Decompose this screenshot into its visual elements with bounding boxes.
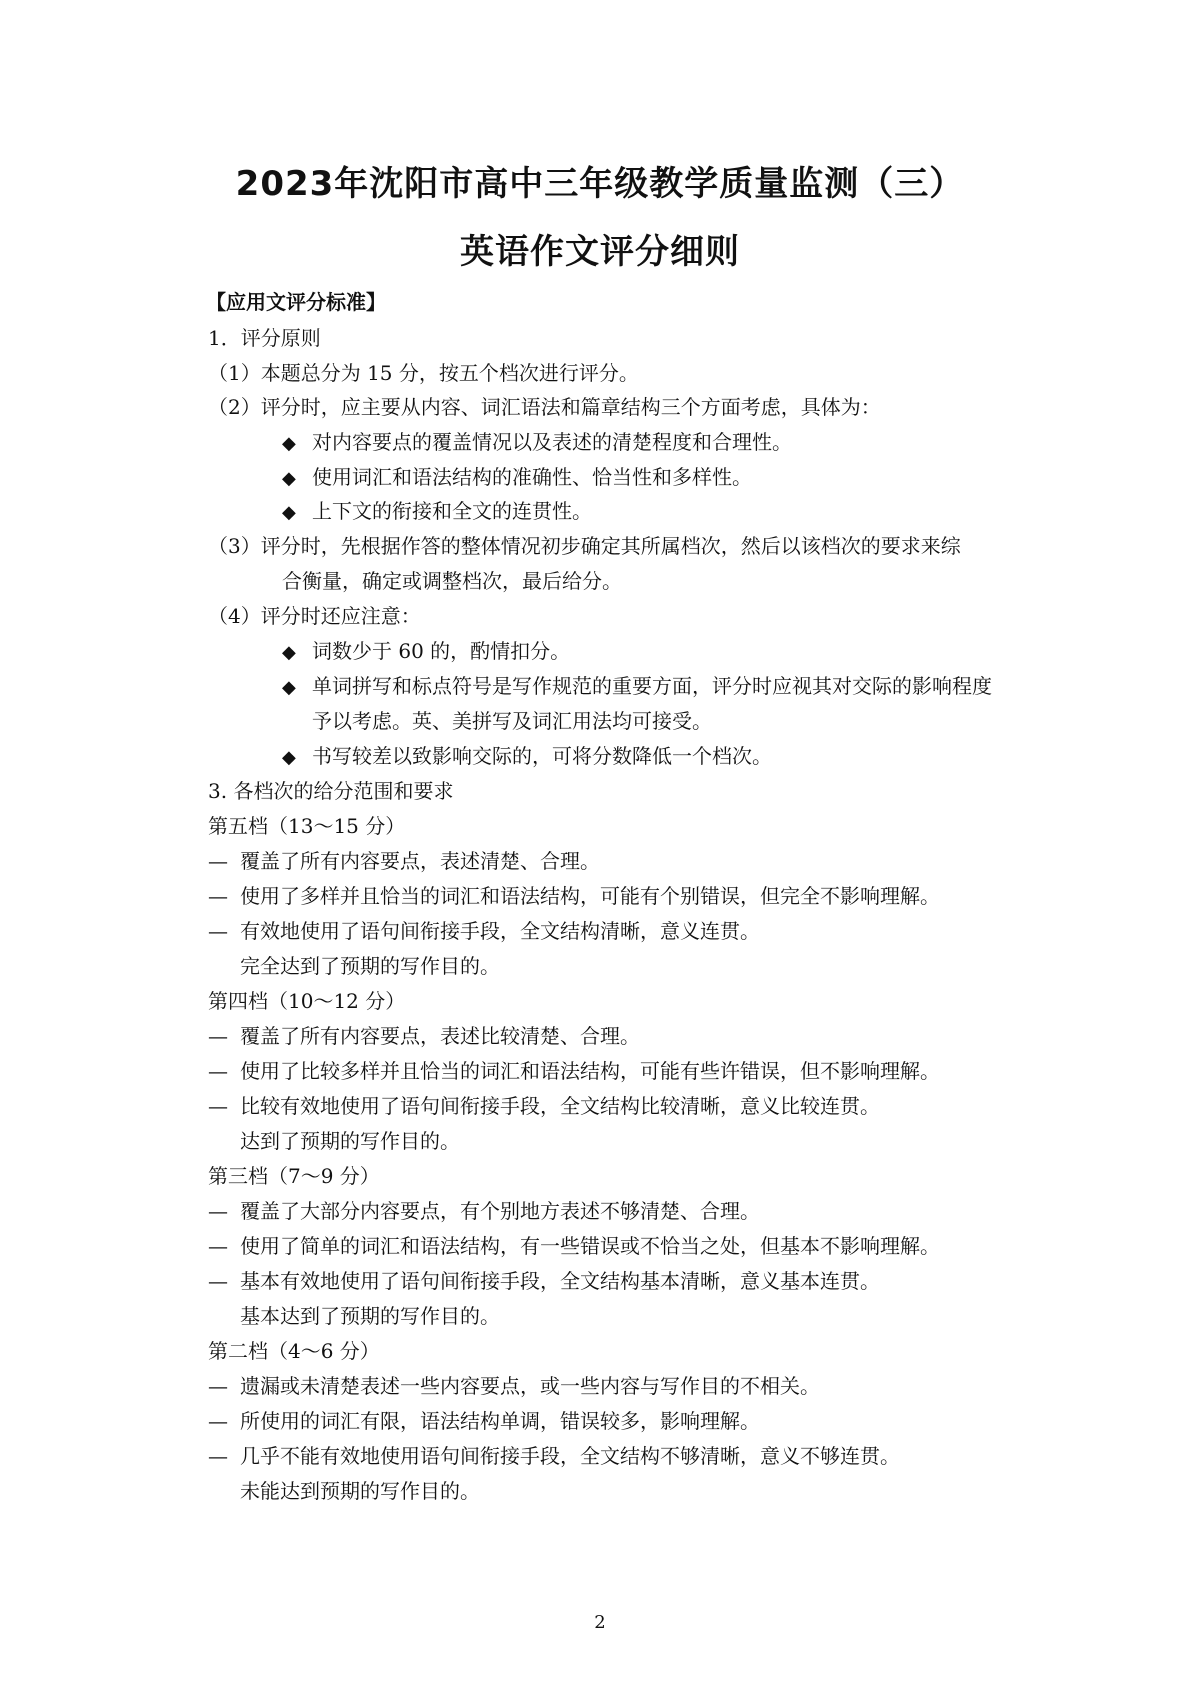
dash-icon: — [208, 1024, 228, 1048]
dash-icon: — [208, 1374, 228, 1398]
bullet-item [282, 465, 752, 491]
dash-icon: — [208, 1444, 228, 1468]
diamond-bullet-icon: ◆ [282, 677, 296, 698]
document-title: 2023年沈阳市高中三年级教学质量监测（三） [235, 164, 965, 204]
dash-icon: — [208, 1199, 228, 1223]
level-summary: 完全达到了预期的写作目的。 [240, 954, 500, 978]
level-name: 第二档（4～6 分） [208, 1339, 380, 1363]
level-point [208, 1059, 940, 1083]
dash-icon: — [208, 884, 228, 908]
dash-icon: — [208, 849, 228, 873]
bullet-text: 书写较差以致影响交际的，可将分数降低一个档次。 [312, 744, 772, 768]
bullet-text-continued: 予以考虑。英、美拼写及词汇用法均可接受。 [312, 709, 712, 733]
principle-3: （3）评分时，先根据作答的整体情况初步确定其所属档次，然后以该档次的要求来综 [208, 534, 961, 558]
bullet-item [282, 499, 592, 525]
diamond-bullet-icon: ◆ [282, 642, 296, 663]
bullet-text: 使用词汇和语法结构的准确性、恰当性和多样性。 [312, 465, 752, 489]
level-point [208, 1024, 640, 1048]
dash-icon: — [208, 1409, 228, 1433]
dash-icon: — [208, 1234, 228, 1258]
diamond-bullet-icon: ◆ [282, 502, 296, 523]
level-point [208, 884, 940, 908]
level-point [208, 919, 760, 943]
principle-1: （1）本题总分为 15 分，按五个档次进行评分。 [208, 361, 639, 385]
dash-icon: — [208, 1094, 228, 1118]
level-point-text: 有效地使用了语句间衔接手段，全文结构清晰，意义连贯。 [240, 919, 760, 943]
level-summary: 达到了预期的写作目的。 [240, 1129, 460, 1153]
bullet-item [282, 430, 792, 456]
level-point-text: 基本有效地使用了语句间衔接手段，全文结构基本清晰，意义基本连贯。 [240, 1269, 880, 1293]
bullet-item [282, 674, 992, 700]
level-point [208, 1374, 820, 1398]
level-point [208, 1409, 760, 1433]
level-point-text: 覆盖了所有内容要点，表述比较清楚、合理。 [240, 1024, 640, 1048]
bullet-text: 单词拼写和标点符号是写作规范的重要方面，评分时应视其对交际的影响程度 [312, 674, 992, 698]
principles-heading: 1．评分原则 [208, 326, 321, 350]
diamond-bullet-icon: ◆ [282, 747, 296, 768]
dash-icon: — [208, 919, 228, 943]
section-heading: 【应用文评分标准】 [206, 290, 386, 314]
page-number: 2 [594, 1612, 606, 1633]
dash-icon: — [208, 1059, 228, 1083]
level-point-text: 遗漏或未清楚表述一些内容要点，或一些内容与写作目的不相关。 [240, 1374, 820, 1398]
bullet-text: 词数少于 60 的，酌情扣分。 [312, 639, 571, 663]
diamond-bullet-icon: ◆ [282, 433, 296, 454]
level-point-text: 比较有效地使用了语句间衔接手段，全文结构比较清晰，意义比较连贯。 [240, 1094, 880, 1118]
level-name: 第五档（13～15 分） [208, 814, 406, 838]
bullet-item [282, 639, 570, 665]
level-point-text: 使用了简单的词汇和语法结构，有一些错误或不恰当之处，但基本不影响理解。 [240, 1234, 940, 1258]
level-summary: 基本达到了预期的写作目的。 [240, 1304, 500, 1328]
level-point-text: 使用了多样并且恰当的词汇和语法结构，可能有个别错误，但完全不影响理解。 [240, 884, 940, 908]
level-point [208, 1269, 880, 1293]
level-point [208, 1199, 760, 1223]
dash-icon: — [208, 1269, 228, 1293]
level-point [208, 849, 600, 873]
bullet-text: 上下文的衔接和全文的连贯性。 [312, 499, 592, 523]
level-name: 第三档（7～9 分） [208, 1164, 380, 1188]
levels-heading: 3. 各档次的给分范围和要求 [208, 779, 454, 803]
diamond-bullet-icon: ◆ [282, 468, 296, 489]
document-subtitle: 英语作文评分细则 [460, 232, 740, 272]
level-point-text: 几乎不能有效地使用语句间衔接手段，全文结构不够清晰，意义不够连贯。 [240, 1444, 900, 1468]
principle-3-continued: 合衡量，确定或调整档次，最后给分。 [282, 569, 622, 593]
level-point [208, 1094, 880, 1118]
bullet-item [282, 744, 772, 770]
principle-2: （2）评分时，应主要从内容、词汇语法和篇章结构三个方面考虑，具体为： [208, 395, 881, 419]
level-point-text: 所使用的词汇有限，语法结构单调，错误较多，影响理解。 [240, 1409, 760, 1433]
level-point-text: 覆盖了所有内容要点，表述清楚、合理。 [240, 849, 600, 873]
level-name: 第四档（10～12 分） [208, 989, 406, 1013]
principle-4: （4）评分时还应注意： [208, 604, 421, 628]
level-summary: 未能达到预期的写作目的。 [240, 1479, 480, 1503]
level-point-text: 使用了比较多样并且恰当的词汇和语法结构，可能有些许错误，但不影响理解。 [240, 1059, 940, 1083]
bullet-text: 对内容要点的覆盖情况以及表述的清楚程度和合理性。 [312, 430, 792, 454]
level-point-text: 覆盖了大部分内容要点，有个别地方表述不够清楚、合理。 [240, 1199, 760, 1223]
level-point [208, 1444, 900, 1468]
level-point [208, 1234, 940, 1258]
